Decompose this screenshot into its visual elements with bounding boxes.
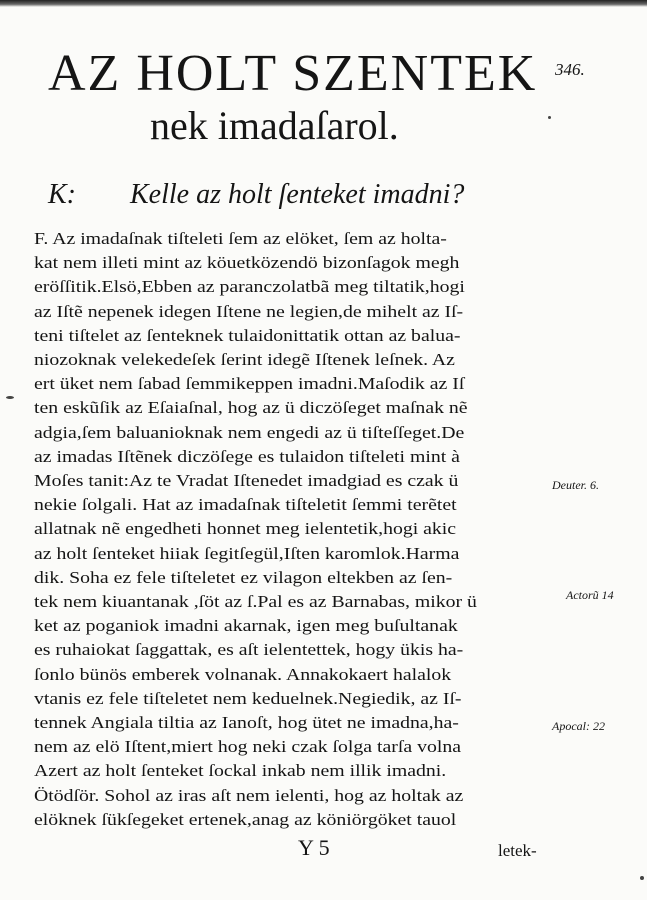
body-line: allatnak nẽ engedheti honnet meg ielentetik,hogi akic: [34, 519, 457, 539]
body-line: ert üket nem ſabad ſemmikeppen imadni.Maſodik az Iſ: [34, 374, 465, 394]
body-line: Ötödſör. Sohol az iras aſt nem ielenti, hog az holtak az: [34, 785, 464, 805]
ink-speck: [548, 116, 551, 119]
body-line: az Iſtẽ nepenek idegen Iſtene ne legien,de mihelt az Iſ-: [34, 301, 464, 321]
body-line: az imadas Iſtẽnek diczöſege es tulaidon tiſteleti mint à: [34, 446, 460, 466]
margin-note-apocal: Apocal: 22: [552, 719, 605, 733]
body-line: dik. Soha ez fele tiſteletet ez vilagon eltekben az ſen-: [34, 567, 453, 587]
question-label: K:: [48, 179, 76, 210]
question-text: Kelle az holt ſenteket imadni?: [130, 179, 465, 210]
margin-note-deuter: Deuter. 6.: [552, 478, 599, 492]
body-line: elöknek ſükſegeket ertenek,anag az köniörgöket tauol: [34, 809, 457, 829]
catchword: letek-: [498, 841, 537, 860]
signature-mark: Y 5: [298, 835, 330, 860]
page-title: AZ HOLT SZENTEK: [48, 45, 538, 102]
body-line: tek nem kiuantanak ,ſöt az ſ.Pal es az Barnabas, mikor ü: [34, 592, 477, 611]
body-line: F. Az imadaſnak tiſteleti ſem az elöket, ſem az holta-: [34, 229, 447, 248]
body-line: ten eskũſik az Eſaiaſnal, hog az ü diczöſeget maſnak nẽ: [34, 398, 468, 418]
ink-speck: [640, 876, 644, 880]
body-line: teni tiſtelet az ſenteknek tulaidonittatik ottan az balua-: [34, 325, 461, 345]
body-line: niozoknak velekedeſek ſerint idegẽ Iſtenek leſnek. Az: [34, 350, 455, 369]
body-line: ket az poganiok imadni akarnak, igen meg buſultanak: [34, 616, 458, 636]
folio-number: 346.: [555, 60, 585, 79]
body-line: vtanis ez fele tiſteletet nem keduelnek.Negiedik, az Iſ-: [34, 688, 462, 708]
body-line: ſonlo bünös emberek volnanak. Annakokaert halalok: [34, 664, 452, 684]
body-line: kat nem illeti mint az köuetközendö bizonſagok megh: [34, 253, 460, 273]
body-line: eröſſitik.Elsö,Ebben az paranczolatbã meg tiltatik,hogi: [34, 277, 465, 297]
body-line: tennek Angiala tiltia az Ianoſt, hog ütet ne imadna,ha-: [34, 713, 459, 732]
body-line: Moſes tanit:Az te Vradat Iſtenedet imadgiad es czak ü: [34, 471, 459, 490]
ink-speck: [6, 396, 14, 399]
body-line: adgia,ſem baluanioknak nem engedi az ü tiſteſſeget.De: [34, 422, 465, 442]
body-line: az holt ſenteket hiiak ſegitſegül,Iſten karomlok.Harma: [34, 543, 460, 563]
body-line: nekie ſolgali. Hat az imadaſnak tiſteletit ſemmi terẽtet: [34, 495, 457, 515]
page-subtitle: nek imadaſarol.: [150, 103, 399, 148]
margin-note-actorum: Actorũ 14: [566, 588, 614, 602]
body-line: Azert az holt ſenteket ſockal inkab nem illik imadni.: [34, 761, 447, 781]
body-line: es ruhaiokat ſaggattak, es aſt ielentettek, hogy ükis ha-: [34, 640, 464, 660]
body-line: nem az elö Iſtent,miert hog neki czak ſolga tarſa volna: [34, 737, 461, 757]
